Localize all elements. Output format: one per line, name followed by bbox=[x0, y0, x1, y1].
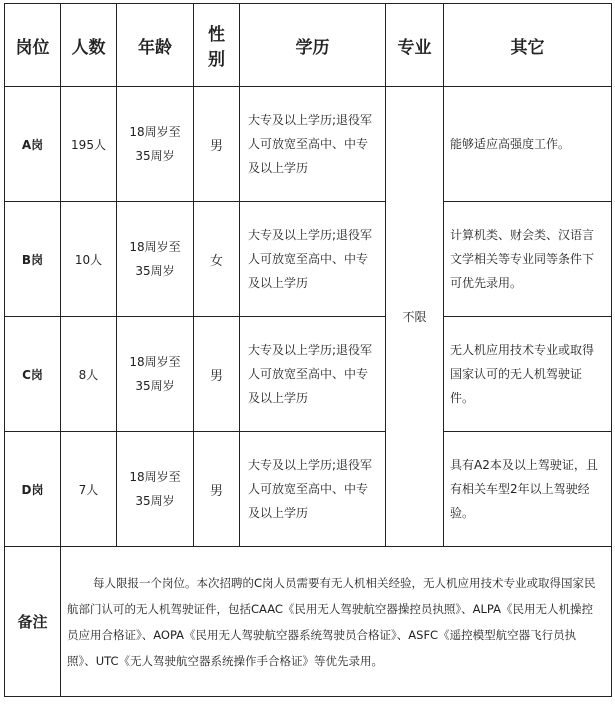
position-cell: D岗 bbox=[5, 432, 61, 547]
gender-cell: 男 bbox=[194, 87, 240, 202]
age-cell: 18周岁至35周岁 bbox=[117, 87, 194, 202]
position-cell: B岗 bbox=[5, 202, 61, 317]
header-position: 岗位 bbox=[5, 4, 61, 87]
header-gender-line2: 别 bbox=[208, 50, 225, 70]
gender-cell: 女 bbox=[194, 202, 240, 317]
other-cell: 具有A2本及以上驾驶证，且有相关车型2年以上驾驶经验。 bbox=[444, 432, 612, 547]
note-row bbox=[5, 547, 612, 697]
header-other: 其它 bbox=[444, 4, 612, 87]
count-cell: 7人 bbox=[61, 432, 117, 547]
other-cell: 能够适应高强度工作。 bbox=[444, 87, 612, 202]
count-cell: 195人 bbox=[61, 87, 117, 202]
recruitment-table bbox=[4, 3, 612, 697]
header-education: 学历 bbox=[240, 4, 386, 87]
age-cell: 18周岁至35周岁 bbox=[117, 202, 194, 317]
header-row bbox=[5, 4, 612, 87]
table-row bbox=[5, 87, 612, 202]
education-cell: 大专及以上学历;退役军人可放宽至高中、中专及以上学历 bbox=[240, 87, 386, 202]
gender-cell: 男 bbox=[194, 317, 240, 432]
header-gender bbox=[194, 4, 240, 87]
age-cell: 18周岁至35周岁 bbox=[117, 432, 194, 547]
table-row bbox=[5, 202, 612, 317]
other-cell: 计算机类、财会类、汉语言文学相关等专业同等条件下可优先录用。 bbox=[444, 202, 612, 317]
note-text: 每人限报一个岗位。本次招聘的C岗人员需要有无人机相关经验，无人机应用技术专业或取得国家民航部门认可的无人机驾驶证件，包括CAAC《民用无人驾驶航空器操控员执照》、ALPA《民用无人机操控员应用合格证》、AOPA《民用无人驾驶航空器系统驾驶员合格证》、ASFC《遥控模型航空器飞行员执照》、UTC《无人驾驶航空器系统操作手合格证》等优先录用。 bbox=[61, 547, 612, 697]
header-count: 人数 bbox=[61, 4, 117, 87]
education-cell: 大专及以上学历;退役军人可放宽至高中、中专及以上学历 bbox=[240, 317, 386, 432]
age-cell: 18周岁至35周岁 bbox=[117, 317, 194, 432]
table-row bbox=[5, 432, 612, 547]
education-cell: 大专及以上学历;退役军人可放宽至高中、中专及以上学历 bbox=[240, 432, 386, 547]
table-row bbox=[5, 317, 612, 432]
header-age: 年龄 bbox=[117, 4, 194, 87]
count-cell: 8人 bbox=[61, 317, 117, 432]
count-cell: 10人 bbox=[61, 202, 117, 317]
position-cell: C岗 bbox=[5, 317, 61, 432]
major-cell: 不限 bbox=[386, 87, 444, 547]
header-gender-line1: 性 bbox=[208, 25, 225, 45]
gender-cell: 男 bbox=[194, 432, 240, 547]
other-cell: 无人机应用技术专业或取得国家认可的无人机驾驶证件。 bbox=[444, 317, 612, 432]
position-cell: A岗 bbox=[5, 87, 61, 202]
header-major: 专业 bbox=[386, 4, 444, 87]
note-label: 备注 bbox=[5, 547, 61, 697]
education-cell: 大专及以上学历;退役军人可放宽至高中、中专及以上学历 bbox=[240, 202, 386, 317]
